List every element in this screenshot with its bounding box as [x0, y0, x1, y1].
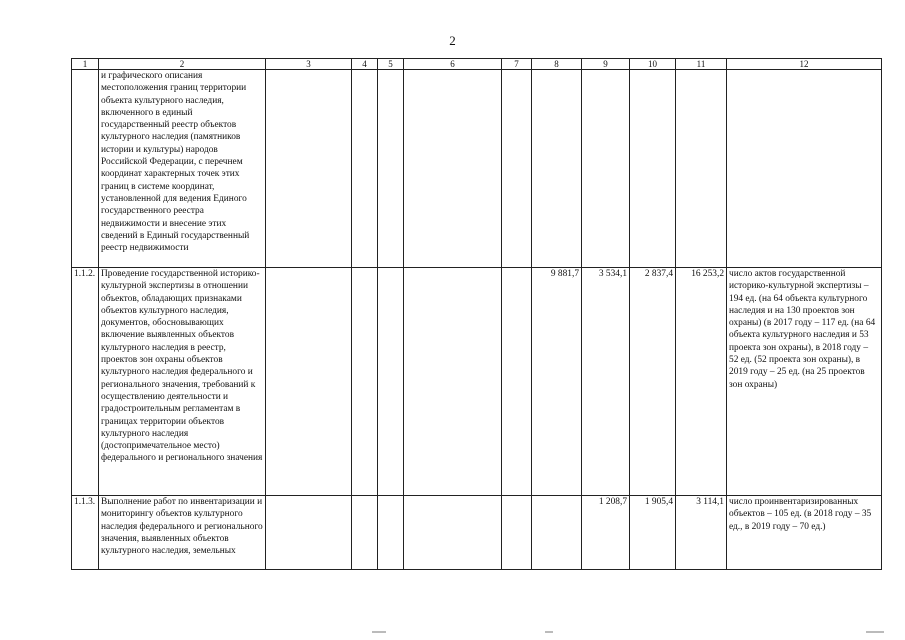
cell-col5 [378, 496, 404, 570]
row-description: Выполнение работ по инвентаризации и мониторингу объектов культурного наследия федерального и регионального значения, выявленных объектов культурного наследия, земельных [99, 496, 266, 570]
cell-col9 [582, 70, 630, 268]
column-header: 2 [99, 59, 266, 70]
result-indicator: число проинвентаризированных объектов – 105 ед. (в 2018 году – 35 ед., в 2019 году – 70 ед.) [727, 496, 882, 570]
cell-col3 [266, 268, 352, 496]
row-description: Проведение государственной историко-культурной экспертизы в отношении объектов, обладающих признаками объектов культурного наследия, документов, обосновывающих включение выявленных объектов культурного наследия в реестр, проектов зон охраны объектов культурного наследия федерального и регионального значения, требований к осуществлению деятельности и градостроительным регламентам в границах территории объектов культурного наследия (достопримечательное место) федерального и регионального значения [99, 268, 266, 496]
column-header: 7 [502, 59, 532, 70]
cell-col4 [352, 496, 378, 570]
cell-col3 [266, 496, 352, 570]
header-row [72, 59, 882, 70]
cell-col6 [404, 268, 502, 496]
cell-col4 [352, 70, 378, 268]
cell-col8 [532, 496, 582, 570]
column-header: 5 [378, 59, 404, 70]
column-header: 10 [630, 59, 676, 70]
cell-col4 [352, 268, 378, 496]
cell-col7 [502, 70, 532, 268]
cell-col10 [630, 70, 676, 268]
table-row [72, 70, 882, 268]
scan-artifact [866, 631, 884, 633]
cell-col6 [404, 496, 502, 570]
cell-col5 [378, 70, 404, 268]
table-row [72, 496, 882, 570]
cell-col7 [502, 268, 532, 496]
row-number: 1.1.2. [72, 268, 99, 496]
cell-col10: 1 905,4 [630, 496, 676, 570]
cell-col10: 2 837,4 [630, 268, 676, 496]
row-number: 1.1.3. [72, 496, 99, 570]
cell-col8 [532, 70, 582, 268]
cell-col8: 9 881,7 [532, 268, 582, 496]
cell-col11 [676, 70, 727, 268]
program-table [71, 58, 882, 570]
cell-col9: 3 534,1 [582, 268, 630, 496]
row-description: и графического описания местоположения границ территории объекта культурного наследия, включенного в единый государственный реестр объектов культурного наследия (памятников истории и культуры) народов Российской Федерации, с перечнем координат характерных точек этих границ в системе координат, установленной для ведения Единого государственного реестра недвижимости и внесение этих сведений в Единый государственный реестр недвижимости [99, 70, 266, 268]
column-header: 11 [676, 59, 727, 70]
page-number: 2 [449, 33, 456, 48]
column-header: 9 [582, 59, 630, 70]
scan-artifact [372, 631, 386, 633]
cell-col3 [266, 70, 352, 268]
cell-col11: 3 114,1 [676, 496, 727, 570]
result-indicator: число актов государственной историко-культурной экспертизы – 194 ед. (на 64 объекта культурного наследия и на 130 проектов зон охраны) (в 2017 году – 117 ед. (на 64 объекта культурного наследия и 53 проекта зон охраны), в 2018 году – 52 ед. (52 проекта зон охраны), в 2019 году – 25 ед. (на 25 проектов зон охраны) [727, 268, 882, 496]
table-row [72, 268, 882, 496]
column-header: 6 [404, 59, 502, 70]
column-header: 1 [72, 59, 99, 70]
scan-artifact [545, 631, 553, 633]
cell-col11: 16 253,2 [676, 268, 727, 496]
result-indicator [727, 70, 882, 268]
cell-col7 [502, 496, 532, 570]
column-header: 8 [532, 59, 582, 70]
cell-col6 [404, 70, 502, 268]
row-number [72, 70, 99, 268]
column-header: 12 [727, 59, 882, 70]
cell-col5 [378, 268, 404, 496]
cell-col9: 1 208,7 [582, 496, 630, 570]
column-header: 3 [266, 59, 352, 70]
column-header: 4 [352, 59, 378, 70]
